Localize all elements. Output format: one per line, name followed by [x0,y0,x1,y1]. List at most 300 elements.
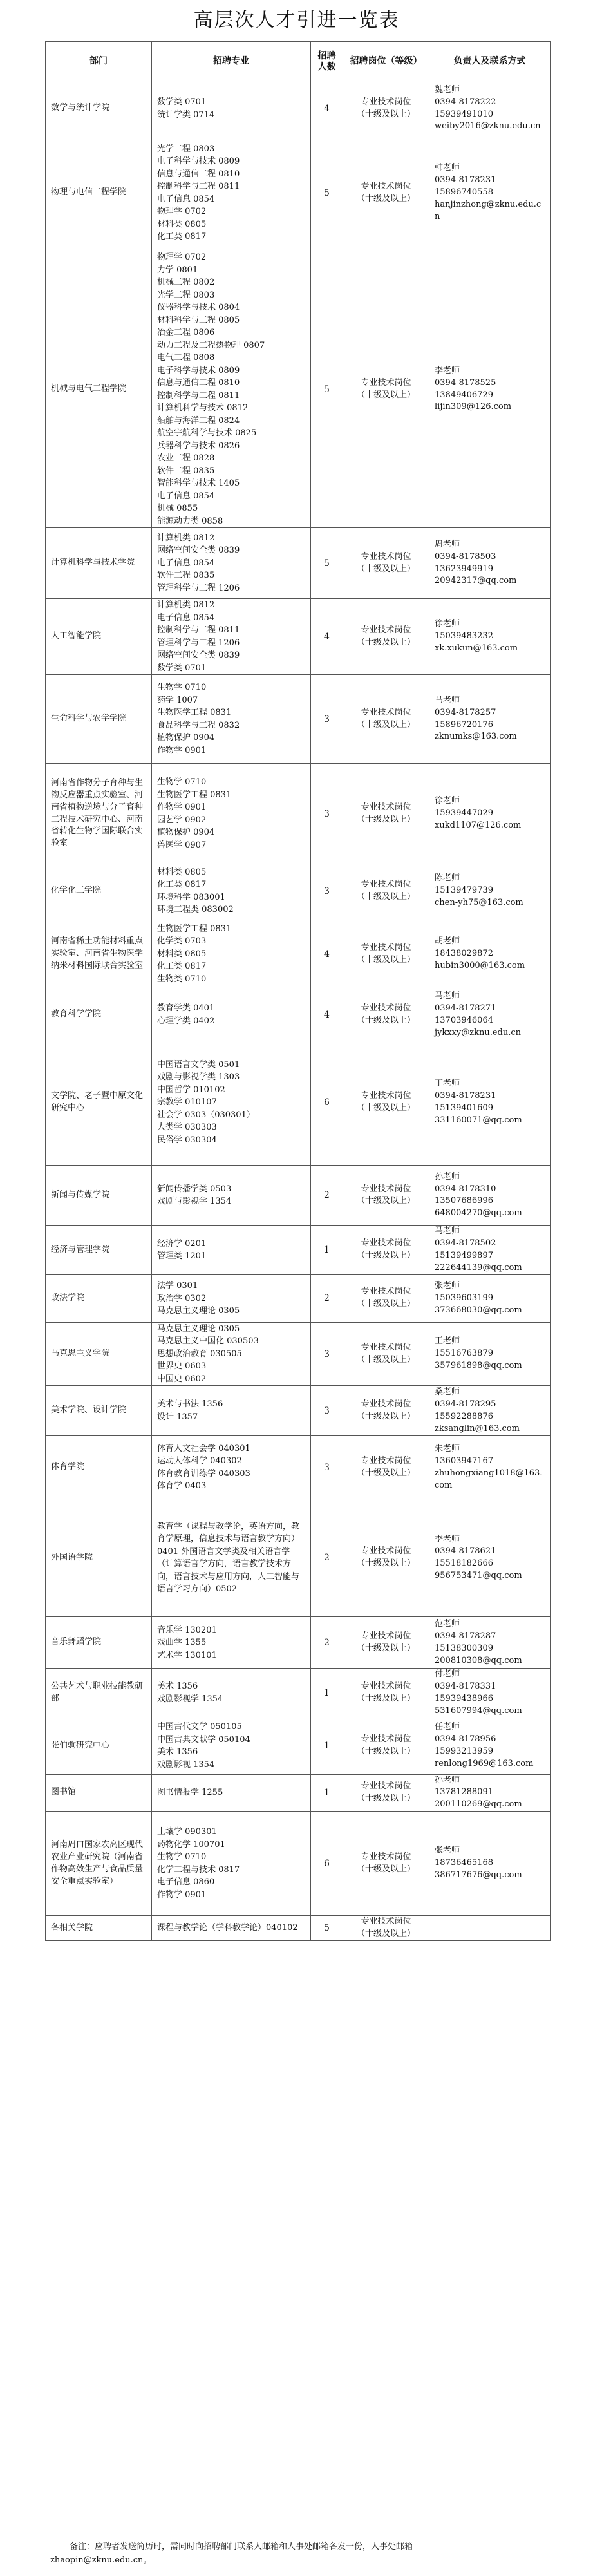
position-cell [343,82,429,135]
contact-line: 任老师 [435,1722,460,1732]
contact-cell [429,864,551,918]
position-line: （十级及以上） [356,1251,415,1261]
count-cell: 6 [311,1039,343,1166]
table-row [46,1774,551,1812]
count-cell: 4 [311,918,343,990]
contact-cell [429,1039,551,1166]
major-item: 政治学 0302 [157,1293,207,1303]
contact-cell [429,82,551,135]
major-item: 化学类 0703 [157,936,207,947]
department-name: 公共艺术与职业技能教研部 [51,1681,144,1703]
contact-line: 13703946064 [435,1015,493,1025]
major-item: 冶金工程 0806 [157,328,215,337]
position-line: 专业技术岗位 [361,1734,411,1745]
major-item: 戏曲学 1355 [157,1638,207,1647]
major-item: 经济学 0201 [157,1238,207,1249]
position-cell [343,1436,429,1499]
contact-line: 0394-8178287 [435,1631,496,1641]
position-line: （十级及以上） [356,109,415,119]
major-item: 生物医学工程 0831 [157,790,232,800]
position-line: 专业技术岗位 [361,181,411,191]
position-cell [343,1166,429,1226]
major-item: 设计 1357 [157,1412,198,1422]
contact-line: 朱老师 [435,1444,460,1454]
contact-line: 13781288091 [435,1787,493,1797]
position-cell [343,1226,429,1274]
footnote [50,2541,546,2568]
department-cell [46,1322,152,1386]
department-cell [46,1718,152,1774]
contact-line: 15518182666 [435,1558,493,1569]
major-item: 马克思主义理论 0305 [157,1323,240,1334]
count-cell: 2 [311,1166,343,1226]
majors-cell [152,1916,311,1941]
contact-cell [429,1812,551,1916]
position-line: 专业技术岗位 [361,377,411,388]
contact-line: 0394-8178257 [435,707,496,717]
major-item: 电子信息 0854 [157,491,215,501]
major-item: 美术 1356 [157,1681,198,1692]
contact-cell [429,1617,551,1669]
position-cell [343,135,429,251]
position-line: 专业技术岗位 [361,879,411,889]
contact-cell [429,528,551,599]
major-item: 体育教育训练学 040303 [157,1468,250,1479]
major-item: 控制科学与工程 0811 [157,182,240,191]
contact-line: 0394-8178331 [435,1681,496,1692]
majors-cell [152,764,311,864]
recruitment-table [45,41,551,1941]
contact-line: 15139401609 [435,1103,493,1113]
major-item: 中国语言文学类 0501 [157,1059,240,1070]
department-name: 人工智能学院 [51,631,102,641]
major-item: 仪器科学与技术 0804 [157,303,240,312]
contact-line: zksanglin@163.com [435,1423,520,1434]
contact-cell [429,251,551,528]
position-cell [343,1617,429,1669]
major-item: 电子信息 0860 [157,1877,215,1888]
major-item: 电子信息 0854 [157,558,215,568]
majors-cell [152,1499,311,1617]
contact-line: 15516763879 [435,1349,493,1359]
contact-line: 0394-8178956 [435,1734,496,1745]
major-item: 软件工程 0835 [157,571,215,581]
major-item: 课程与教学论（学科教学论）040102 [157,1923,298,1933]
footnote-line: zhaopin@zknu.edu.cn。 [50,2555,152,2565]
department-name: 美术学院、设计学院 [51,1405,127,1416]
department-cell [46,1274,152,1322]
contact-line: chen-yh75@163.com [435,897,523,907]
contact-cell [429,1499,551,1617]
major-item: 社会学 0303（030301） [157,1110,255,1120]
position-cell [343,1274,429,1322]
table-row [46,1386,551,1436]
majors-cell [152,1039,311,1166]
count-cell: 3 [311,1386,343,1436]
count-cell: 2 [311,1617,343,1669]
department-cell [46,1386,152,1436]
contact-cell [429,1386,551,1436]
major-item: 物理学 0702 [157,252,207,262]
department-cell [46,764,152,864]
contact-line: 15993213959 [435,1747,493,1757]
position-cell [343,1669,429,1718]
position-line: （十级及以上） [356,637,415,647]
major-item: 控制科学与工程 0811 [157,625,240,635]
major-item: 生物医学工程 0831 [157,708,232,717]
majors-cell [152,1322,311,1386]
position-cell [343,1039,429,1166]
major-item: 电子科学与技术 0809 [157,156,240,166]
department-name: 文学院、老子暨中原文化研究中心 [51,1091,144,1113]
contact-line: 0394-8178231 [435,175,496,185]
major-item: 作物学 0901 [157,1889,207,1900]
major-item: 戏剧与影视学类 1303 [157,1072,240,1083]
major-item: 电子信息 0854 [157,194,215,204]
major-item: 数学类 0701 [157,97,207,107]
majors-cell [152,599,311,675]
position-cell [343,918,429,990]
major-item: 化工类 0817 [157,880,207,889]
contact-line: 13849406729 [435,390,493,400]
contact-line: 15139499897 [435,1251,493,1261]
major-item: 信息与通信工程 0810 [157,169,240,179]
table-row [46,764,551,864]
major-item: 土壤学 090301 [157,1827,217,1837]
position-line: （十级及以上） [356,1558,415,1569]
position-line: （十级及以上） [356,1929,415,1938]
major-item: 软件工程 0835 [157,466,215,476]
contact-line: 丁老师 [435,1079,460,1089]
major-item: 机械 0855 [157,504,198,513]
count-cell: 1 [311,1226,343,1274]
department-cell [46,1166,152,1226]
count-cell: 4 [311,82,343,135]
major-item: 艺术学 130101 [157,1650,217,1660]
department-cell [46,135,152,251]
table-row [46,528,551,599]
table-row [46,1718,551,1774]
table-body [46,82,551,1941]
major-item: 机械工程 0802 [157,278,215,287]
contact-line: 韩老师 [435,163,460,173]
major-item: 生物类 0710 [157,974,207,984]
position-line: 专业技术岗位 [361,1091,411,1101]
major-item: 美术 1356 [157,1747,198,1757]
contact-line: 孙老师 [435,1775,460,1785]
position-line: 专业技术岗位 [361,1342,411,1352]
table-row [46,1499,551,1617]
contact-line: 马老师 [435,1226,460,1236]
major-item: 心理学类 0402 [157,1016,215,1026]
table-row [46,1617,551,1669]
position-line: 专业技术岗位 [361,1287,411,1297]
majors-cell [152,1718,311,1774]
contact-line: 15939447029 [435,808,493,819]
major-item: 植物保护 0904 [157,733,215,743]
majors-cell [152,1617,311,1669]
department-name: 张伯驹研究中心 [51,1740,110,1750]
department-cell [46,1436,152,1499]
position-line: 专业技术岗位 [361,707,411,717]
department-cell [46,1669,152,1718]
table-row [46,1166,551,1226]
contact-line: 13603947167 [435,1455,493,1466]
department-name: 教育科学学院 [51,1009,102,1019]
position-line: （十级及以上） [356,1103,415,1113]
department-name: 外国语学院 [51,1552,93,1562]
contact-cell [429,1436,551,1499]
contact-cell [429,1774,551,1812]
major-item: 园艺学 0902 [157,815,207,825]
major-item: 药物化学 100701 [157,1839,225,1850]
position-line: （十级及以上） [356,564,415,574]
contact-line: 357961898@qq.com [435,1360,522,1370]
department-name: 各相关学院 [51,1922,93,1933]
major-item: 统计学类 0714 [157,109,215,120]
contact-line: 陈老师 [435,873,460,884]
contact-line: 0394-8178502 [435,1238,496,1249]
position-line: （十级及以上） [356,1015,415,1025]
count-cell: 2 [311,1499,343,1617]
count-cell: 1 [311,1718,343,1774]
major-item: 药学 1007 [157,695,198,705]
contact-cell [429,599,551,675]
count-cell: 4 [311,599,343,675]
contact-line: 0394-8178231 [435,1091,496,1101]
contact-line: 15896740558 [435,187,493,198]
position-line: （十级及以上） [356,1411,415,1421]
table-row [46,1226,551,1274]
majors-cell [152,1386,311,1436]
major-item: 生物学 0710 [157,1852,207,1862]
position-line: （十级及以上） [356,719,415,730]
contact-line: 张老师 [435,1280,460,1291]
contact-line: 0394-8178222 [435,97,496,107]
major-item: 数学类 0701 [157,663,207,673]
position-line: 专业技术岗位 [361,1852,411,1862]
major-item: 戏剧影视学 1354 [157,1694,223,1704]
position-cell [343,1386,429,1436]
table-row [46,675,551,764]
contact-line: 李老师 [435,365,460,375]
major-item: 作物学 0901 [157,802,207,812]
contact-line: 15039603199 [435,1293,493,1303]
major-item: 法学 0301 [157,1281,198,1291]
majors-cell [152,864,311,918]
department-name: 经济与管理学院 [51,1244,110,1255]
department-cell [46,1916,152,1941]
department-cell [46,528,152,599]
major-item: 管理类 1201 [157,1251,207,1262]
contact-line: 0394-8178310 [435,1184,496,1194]
major-item: 图书情报学 1255 [157,1788,223,1798]
header-department: 部门 [46,42,152,82]
major-item: 计算机类 0812 [157,600,215,610]
contact-line: weiby2016@zknu.edu.cn [435,121,541,131]
contact-line: 马老师 [435,991,460,1001]
contact-line: 付老师 [435,1669,460,1680]
major-item: 化学工程与技术 0817 [157,1864,240,1875]
position-line: 专业技术岗位 [361,1003,411,1013]
majors-cell [152,918,311,990]
department-cell [46,1774,152,1812]
table-header-row [46,42,551,82]
count-cell: 1 [311,1774,343,1812]
contact-cell [429,675,551,764]
count-cell: 3 [311,1436,343,1499]
contact-line: 0394-8178503 [435,551,496,562]
position-cell [343,251,429,528]
contact-line: 15039483232 [435,631,493,641]
major-item: 光学工程 0803 [157,290,215,300]
major-item: 兽医学 0907 [157,840,207,850]
department-name: 化学化工学院 [51,886,102,896]
majors-cell [152,135,311,251]
major-item: 网络空间安全类 0839 [157,650,240,660]
major-item: 植物保护 0904 [157,828,215,837]
contact-line: 0394-8178525 [435,377,496,388]
major-item: 民俗学 030304 [157,1135,217,1145]
position-cell [343,1916,429,1941]
position-line: （十级及以上） [356,1643,415,1653]
department-cell [46,1617,152,1669]
major-item: 思想政治教育 030505 [157,1349,242,1359]
department-cell [46,1039,152,1166]
contact-line: 桑老师 [435,1387,460,1397]
major-item: 材料类 0805 [157,867,207,877]
contact-line: 648004270@qq.com [435,1208,522,1218]
major-item: 化工类 0817 [157,232,207,242]
majors-cell [152,990,311,1039]
contact-line: 15939491010 [435,109,493,119]
position-line: （十级及以上） [356,1747,415,1757]
department-cell [46,864,152,918]
position-cell [343,1774,429,1812]
major-item: 体育人文社会学 040301 [157,1443,250,1454]
major-item: 中国古典文献学 050104 [157,1734,250,1745]
major-item: 计算机类 0812 [157,533,215,543]
contact-cell [429,1226,551,1274]
major-item: 美术与书法 1356 [157,1399,223,1410]
major-item: 作物学 0901 [157,745,207,755]
contact-cell [429,1274,551,1322]
page-title: 高层次人才引进一览表 [193,9,400,32]
major-item: 航空宇航科学与技术 0825 [157,428,257,438]
majors-cell [152,1436,311,1499]
position-line: （十级及以上） [356,1864,415,1874]
major-item: 智能科学与技术 1405 [157,478,240,488]
major-item: 电子信息 0854 [157,612,215,623]
position-cell [343,1499,429,1617]
major-item: 生物学 0710 [157,777,207,787]
contact-line: 18438029872 [435,949,493,959]
contact-line: 0394-8178295 [435,1399,496,1409]
department-cell [46,599,152,675]
major-item: 世界史 0603 [157,1361,207,1372]
position-cell [343,990,429,1039]
department-cell [46,1499,152,1617]
major-item: 生物医学工程 0831 [157,923,232,934]
position-line: 专业技术岗位 [361,1238,411,1249]
contact-cell [429,764,551,864]
contact-line: 15592288876 [435,1411,493,1421]
majors-cell [152,1774,311,1812]
position-cell [343,599,429,675]
major-item: 电气工程 0808 [157,353,215,363]
department-cell [46,1812,152,1916]
header-position: 招聘岗位（等级） [343,42,429,82]
contact-cell [429,135,551,251]
table-row [46,1669,551,1718]
major-item: 中国史 0602 [157,1374,207,1384]
major-item: 材料类 0805 [157,949,207,959]
contact-line: 0394-8178271 [435,1003,496,1013]
table-row [46,1812,551,1916]
majors-cell [152,1166,311,1226]
position-cell [343,1718,429,1774]
major-item: 生物学 0710 [157,683,207,692]
table-row [46,82,551,135]
contact-line: hanjinzhong@zknu.edu.cn [435,199,541,222]
contact-line: 331160071@qq.com [435,1115,522,1125]
contact-cell [429,1669,551,1718]
contact-line: xukd1107@126.com [435,820,522,830]
department-cell [46,675,152,764]
majors-cell [152,82,311,135]
contact-line: 222644139@qq.com [435,1262,522,1273]
position-line: 专业技术岗位 [361,1399,411,1409]
position-line: （十级及以上） [356,1354,415,1365]
table-row [46,1436,551,1499]
contact-line: 孙老师 [435,1171,460,1182]
count-cell: 6 [311,1812,343,1916]
position-line: 专业技术岗位 [361,1455,411,1466]
table-row [46,918,551,990]
position-line: （十级及以上） [356,1693,415,1703]
major-item: 能源动力类 0858 [157,516,223,526]
contact-line: 373668030@qq.com [435,1305,522,1315]
major-item: 音乐学 130201 [157,1625,217,1635]
contact-line: 马老师 [435,695,460,705]
majors-cell [152,528,311,599]
count-cell: 2 [311,1274,343,1322]
position-cell [343,675,429,764]
count-cell: 5 [311,135,343,251]
position-line: （十级及以上） [356,1196,415,1206]
major-item: 船舶与海洋工程 0824 [157,415,240,426]
major-item: 宗教学 010107 [157,1097,217,1108]
count-cell: 3 [311,764,343,864]
contact-cell [429,1718,551,1774]
position-line: 专业技术岗位 [361,1681,411,1692]
contact-line: 200110269@qq.com [435,1799,522,1810]
position-line: （十级及以上） [356,814,415,824]
major-item: 马克思主义中国化 030503 [157,1336,259,1347]
major-item: 控制科学与工程 0811 [157,390,240,401]
table-row [46,1274,551,1322]
position-line: 专业技术岗位 [361,1781,411,1792]
major-item: 运动人体科学 040302 [157,1456,242,1466]
department-cell [46,82,152,135]
major-item: 动力工程及工程热物理 0807 [157,340,265,350]
major-item: 物理学 0702 [157,207,207,216]
contact-line: 531607994@qq.com [435,1705,522,1716]
major-item: 中国古代文学 050105 [157,1722,242,1732]
major-item: 材料类 0805 [157,219,207,229]
department-name: 计算机科学与技术学院 [51,558,135,568]
table-row [46,1916,551,1941]
